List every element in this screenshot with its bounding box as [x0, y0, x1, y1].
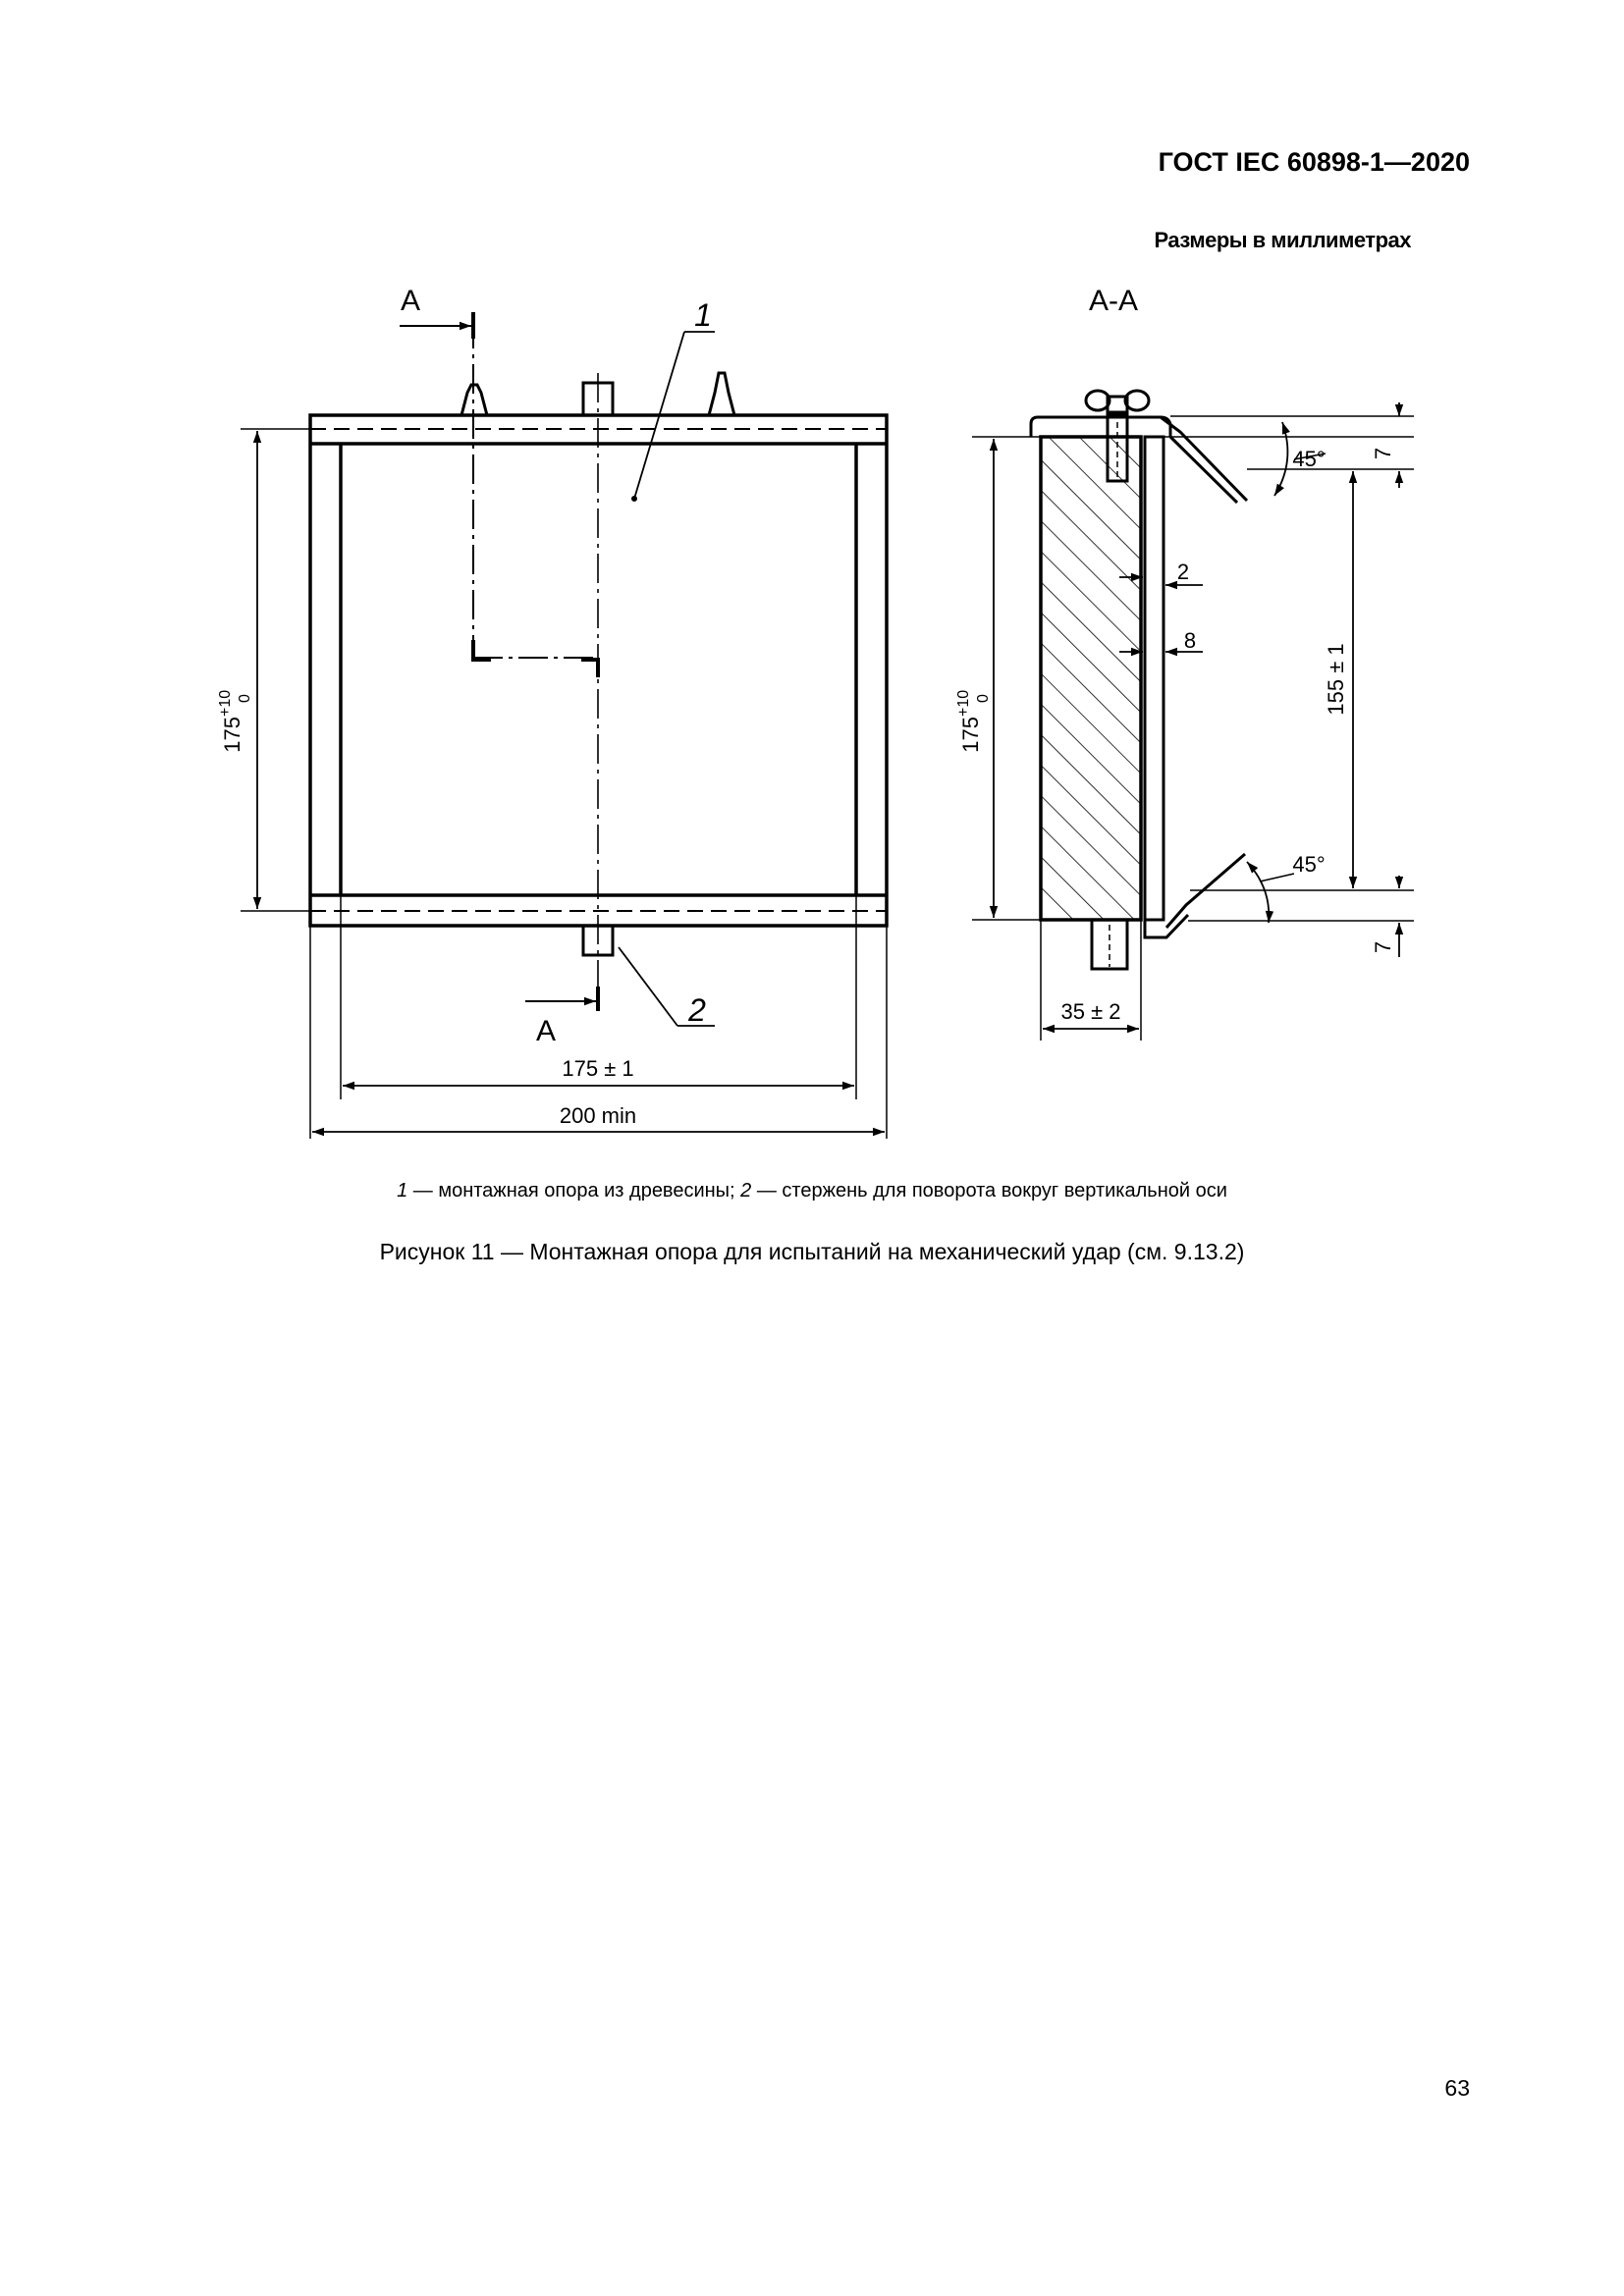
legend-num-1: 1	[397, 1180, 408, 1201]
angle-bottom-label: 45°	[1292, 852, 1326, 877]
section-marker-top: А	[400, 285, 421, 317]
legend-text-2: — стержень для поворота вокруг вертикальной оси	[751, 1180, 1227, 1201]
bottom-gap-label: 7	[1371, 940, 1395, 954]
height-tol-upper: +10	[217, 689, 234, 717]
height-nom: 175	[220, 717, 244, 753]
wall-8-label: 8	[1183, 628, 1197, 653]
units-note: Размеры в миллиметрах	[1154, 228, 1411, 252]
top-gap-label: 7	[1371, 447, 1395, 460]
wall-2-label: 2	[1176, 560, 1190, 584]
figure-caption: Рисунок 11 — Монтажная опора для испытаний на механический удар (см. 9.13.2)	[379, 1239, 1245, 1264]
callout-1: 1	[694, 297, 712, 333]
height-tol-upper: +10	[955, 689, 972, 717]
height-nom: 175	[958, 717, 983, 753]
page-number: 63	[1444, 2075, 1470, 2101]
document-header: ГОСТ IEC 60898-1—2020	[1158, 147, 1470, 177]
legend-num-2: 2	[740, 1180, 752, 1201]
outer-width-label: 200 min	[559, 1103, 637, 1128]
legend-text-1: — монтажная опора из древесины;	[407, 1180, 741, 1201]
section-title: А-А	[1088, 285, 1139, 317]
callout-2: 2	[688, 992, 706, 1028]
front-view	[241, 312, 887, 1139]
height-tol-lower: 0	[975, 694, 992, 703]
height-label-front	[217, 690, 253, 753]
inner-height-label: 155 ± 1	[1324, 643, 1348, 716]
inner-width-label: 175 ± 1	[562, 1056, 634, 1081]
angle-top-label: 45°	[1292, 447, 1326, 471]
depth-label: 35 ± 2	[1060, 999, 1121, 1024]
section-marker-bottom: А	[535, 1015, 557, 1047]
height-tol-lower: 0	[237, 694, 253, 703]
figure-legend	[0, 1180, 1624, 1202]
height-label-section	[955, 690, 992, 753]
